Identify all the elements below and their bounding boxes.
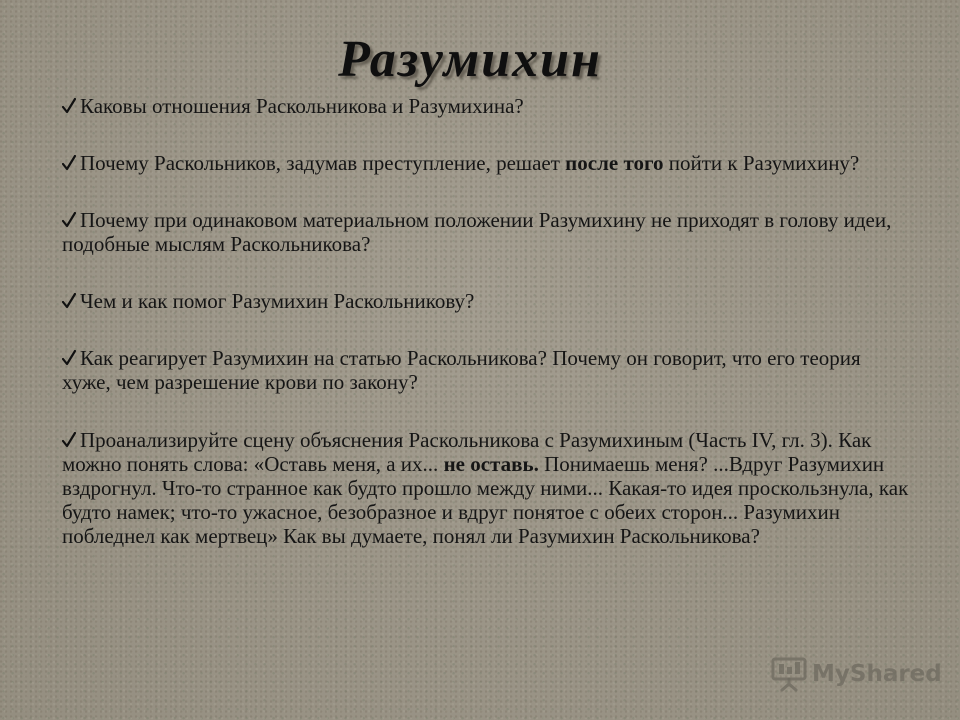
question-text: Почему при одинаковом материальном положении Разумихину не приходят в голову идеи, подобные мыслям Раскольникова? <box>62 208 892 256</box>
check-icon <box>62 432 76 448</box>
question-text: Проанализируйте сцену объяснения Раскольникова с Разумихиным (Часть IV, гл. 3). Как можно понять слова: «Оставь меня, а их... <box>62 428 872 476</box>
question-item-4 <box>62 289 912 313</box>
check-icon <box>62 293 76 309</box>
question-item-1 <box>62 94 912 118</box>
question-emphasis: не оставь. <box>443 452 539 476</box>
question-item-5 <box>62 346 912 394</box>
check-icon <box>62 155 76 171</box>
question-item-6 <box>62 428 912 548</box>
slide-title: Разумихин <box>338 31 602 88</box>
question-item-3 <box>62 208 912 256</box>
question-item-2 <box>62 151 912 175</box>
question-list <box>62 94 912 581</box>
question-text: Каковы отношения Раскольникова и Разумихина? <box>80 94 524 118</box>
check-icon <box>62 350 76 366</box>
presentation-board-icon <box>770 655 808 693</box>
question-emphasis: после того <box>565 151 664 175</box>
watermark <box>770 654 942 694</box>
check-icon <box>62 98 76 114</box>
question-text: Почему Раскольников, задумав преступление, решает <box>80 151 566 175</box>
question-text: Как реагирует Разумихин на статью Раскольникова? Почему он говорит, что его теория хуже, чем разрешение крови по закону? <box>62 346 861 394</box>
question-text: Чем и как помог Разумихин Раскольникову? <box>80 289 475 313</box>
question-text-continued: пойти к Разумихину? <box>663 151 860 175</box>
watermark-text: MyShared <box>812 661 942 687</box>
question-text-continued: Понимаешь меня? ...Вдруг Разумихин вздрогнул. Что-то странное как будто прошло между ними... Какая-то идея проскользнула, как будто намек; что-то ужасное, безобразное и вдруг понятое с обеих сторон... Разумихин побледнел как мертвец» Как вы думаете, понял ли Разумихин Раскольникова? <box>62 452 909 548</box>
check-icon <box>62 212 76 228</box>
